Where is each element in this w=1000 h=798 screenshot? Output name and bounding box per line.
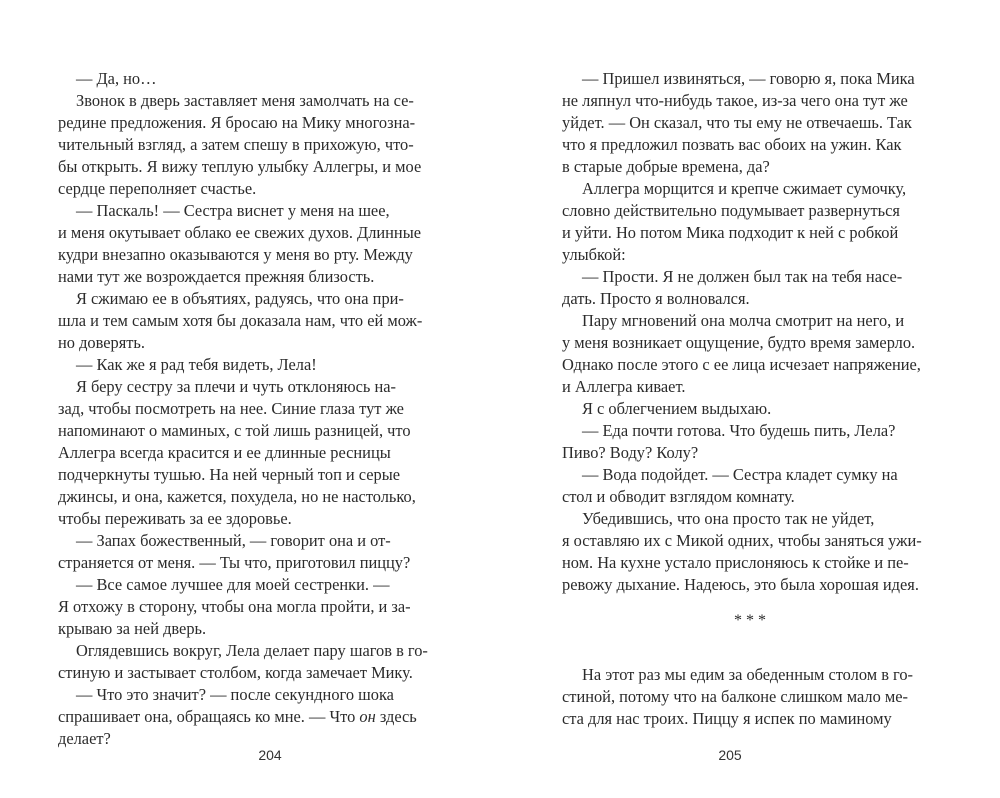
text-line: Звонок в дверь заставляет меня замолчать на се- (76, 91, 414, 110)
text-line: Однако после этого с ее лица исчезает напряжение, (562, 355, 921, 374)
text-line: ном. На кухне устало прислоняюсь к стойке и пе- (562, 553, 909, 572)
text-line: — Что это значит? — после секундного шока (76, 685, 394, 704)
text-line: у меня возникает ощущение, будто время замерло. (562, 333, 916, 352)
text-line: что я предложил позвать вас обоих на ужин. Как (562, 135, 902, 154)
text-line: зад, чтобы посмотреть на нее. Синие глаза тут же (58, 399, 404, 418)
text-line: — Как же я рад тебя видеть, Лела! (76, 355, 317, 374)
text-line: Аллегра морщится и крепче сжимает сумочку, (582, 179, 907, 198)
text-line: чтобы переживать за ее здоровье. (58, 509, 292, 528)
text-line: делает? (58, 729, 111, 748)
text-line: — Запах божественный, — говорит она и от- (76, 531, 391, 550)
text-line: подчеркнуты тушью. На ней черный топ и серые (58, 465, 401, 484)
text-line: Оглядевшись вокруг, Лела делает пару шагов в го- (76, 641, 428, 660)
text-line: — Прости. Я не должен был так на тебя насе- (582, 267, 903, 286)
text-line: и уйти. Но потом Мика подходит к ней с робкой (562, 223, 899, 242)
text-line: Пиво? Воду? Колу? (562, 443, 699, 462)
text-line: стиной, потому что на балконе слишком мало ме- (562, 687, 909, 706)
text-line: словно действительно подумывает развернуться (562, 201, 900, 220)
text-line: бы открыть. Я вижу теплую улыбку Аллегры, и мое (58, 157, 422, 176)
text-line: кудри внезапно оказываются у меня во рту. Между (58, 245, 413, 264)
text-line: Я беру сестру за плечи и чуть отклоняюсь на- (76, 377, 396, 396)
text-line: Пару мгновений она молча смотрит на него, и (582, 311, 905, 330)
text-run: здесь (375, 707, 417, 726)
page-number: 205 (718, 747, 742, 763)
text-line: — Все самое лучшее для моей сестренки. — (76, 575, 390, 594)
text-line: — Вода подойдет. — Сестра кладет сумку на (582, 465, 898, 484)
italic-word: он (359, 707, 376, 726)
text-line: сердце переполняет счастье. (58, 179, 257, 198)
text-line: чительный взгляд, а затем спешу в прихожую, что- (58, 135, 414, 154)
text-line: стиную и застывает столбом, когда замечает Мику. (58, 663, 413, 682)
section-separator: * * * (734, 612, 766, 629)
text-run: спрашивает она, обращаясь ко мне. — Что (58, 707, 360, 726)
text-line (58, 707, 417, 727)
text-line: ревожу дыхание. Надеюсь, это была хорошая идея. (562, 575, 919, 594)
text-line: стол и обводит взглядом комнату. (562, 487, 795, 506)
text-line: редине предложения. Я бросаю на Мику многозна- (58, 113, 416, 132)
text-line: — Да, но… (76, 69, 157, 88)
text-line: страняется от меня. — Ты что, приготовил пиццу? (58, 553, 411, 572)
text-line: я оставляю их с Микой одних, чтобы заняться ужи- (562, 531, 922, 550)
text-line: — Пришел извиняться, — говорю я, пока Мика (582, 69, 915, 88)
text-line: и меня окутывает облако ее свежих духов. Длинные (58, 223, 421, 242)
text-line: шла и тем самым хотя бы доказала нам, что ей мож- (58, 311, 423, 330)
text-line: в старые добрые времена, да? (562, 157, 770, 176)
text-line: Я сжимаю ее в объятиях, радуясь, что она при- (76, 289, 404, 308)
text-line: Я отхожу в сторону, чтобы она могла пройти, и за- (58, 597, 411, 616)
text-line: — Еда почти готова. Что будешь пить, Лела? (582, 421, 896, 440)
right-page (500, 0, 1000, 798)
text-line: На этот раз мы едим за обеденным столом в го- (582, 665, 913, 684)
text-line: не ляпнул что-нибудь такое, из-за чего она тут же (562, 91, 908, 110)
text-line: нами тут же возрождается прежняя близость. (58, 267, 375, 286)
text-line: но доверять. (58, 333, 145, 352)
text-line: Я с облегчением выдыхаю. (582, 399, 772, 418)
text-line: Аллегра всегда красится и ее длинные ресницы (58, 443, 391, 462)
text-line: крываю за ней дверь. (58, 619, 207, 638)
text-line: — Паскаль! — Сестра виснет у меня на шее, (76, 201, 390, 220)
page-number: 204 (258, 747, 282, 763)
text-line: напоминают о маминых, с той лишь разницей, что (58, 421, 411, 440)
text-line: и Аллегра кивает. (562, 377, 686, 396)
text-line: улыбкой: (562, 245, 626, 264)
text-line: Убедившись, что она просто так не уйдет, (582, 509, 875, 528)
text-line: дать. Просто я волновался. (562, 289, 750, 308)
text-line: джинсы, и она, кажется, похудела, но не настолько, (58, 487, 416, 506)
text-line: уйдет. — Он сказал, что ты ему не отвечаешь. Так (562, 113, 912, 132)
text-line: ста для нас троих. Пиццу я испек по маминому (562, 709, 892, 728)
